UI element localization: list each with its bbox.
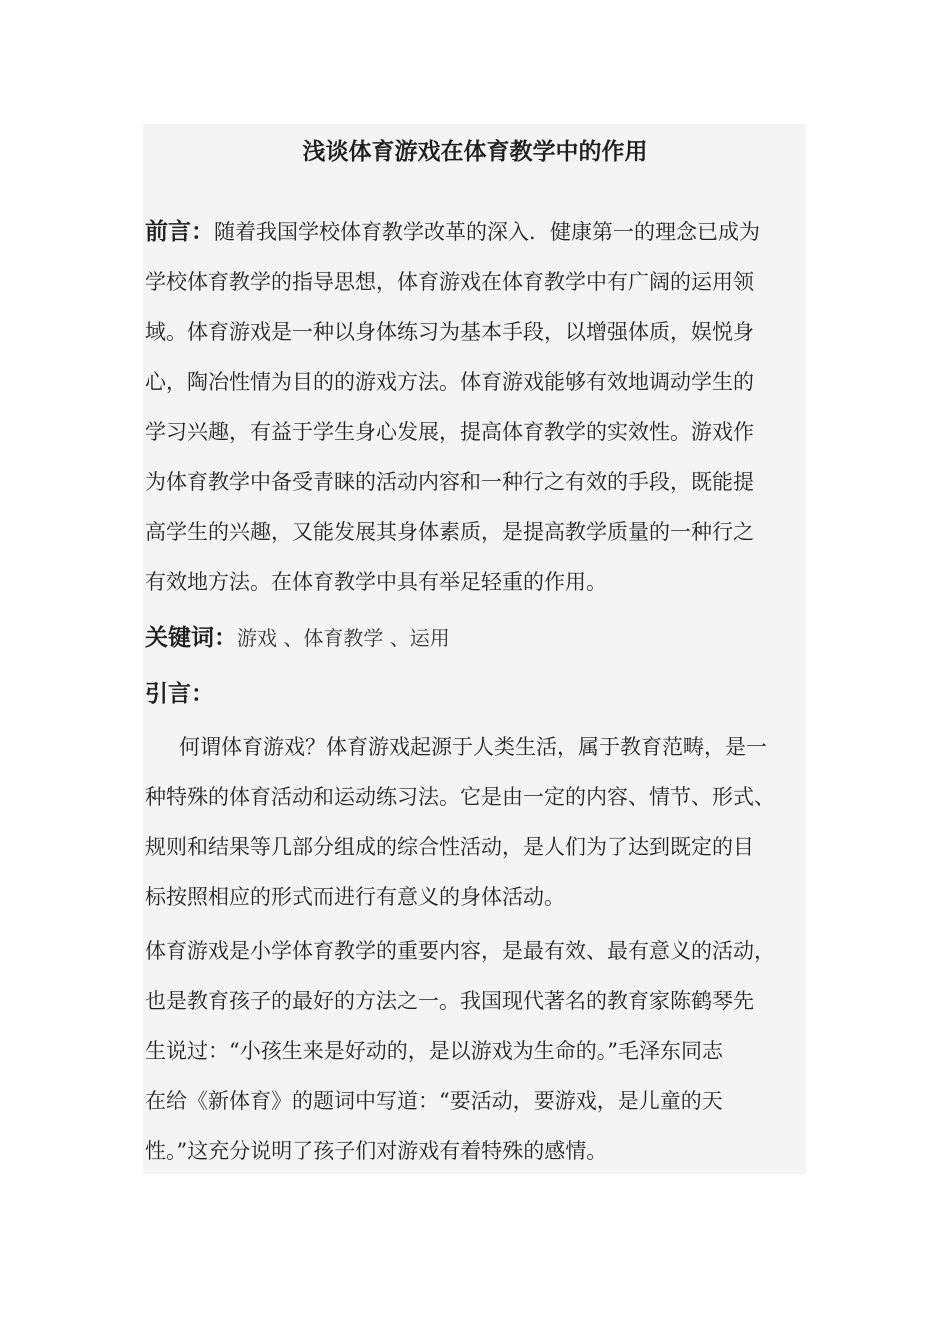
introduction-heading: 引言：	[145, 681, 214, 707]
keywords-label: 关键词：	[145, 625, 237, 651]
preface-label: 前言：	[145, 219, 214, 245]
introduction-paragraph-2	[145, 926, 805, 1176]
intro-line: 也是教育孩子的最好的方法之一。我国现代著名的教育家陈鹤琴先	[145, 989, 754, 1013]
intro-line: 规则和结果等几部分组成的综合性活动，是人们为了达到既定的目	[145, 835, 754, 859]
preface-line: 心，陶冶性情为目的的游戏方法。体育游戏能够有效地调动学生的	[145, 370, 754, 394]
preface-line: 为体育教学中备受青睐的活动内容和一种行之有效的手段，既能提	[145, 470, 754, 494]
intro-line: 性。”这充分说明了孩子们对游戏有着特殊的感情。	[145, 1139, 608, 1163]
intro-line: 标按照相应的形式而进行有意义的身体活动。	[145, 885, 565, 909]
introduction-paragraph-1	[145, 722, 805, 922]
preface-line: 有效地方法。在体育教学中具有举足轻重的作用。	[145, 570, 607, 594]
intro-line: 生说过：“小孩生来是好动的，是以游戏为生命的。”毛泽东同志	[145, 1039, 723, 1063]
intro-line: 种特殊的体育活动和运动练习法。它是由一定的内容、情节、形式、	[145, 785, 775, 809]
preface-line: 学校体育教学的指导思想，体育游戏在体育教学中有广阔的运用领	[145, 270, 754, 294]
document-title: 浅谈体育游戏在体育教学中的作用	[302, 139, 648, 165]
preface-line: 前言：随着我国学校体育教学改革的深入．健康第一的理念已成为	[145, 219, 760, 245]
preface-line: 高学生的兴趣，又能发展其身体素质，是提高教学质量的一种行之	[145, 520, 754, 544]
intro-line: 在给《新体育》的题词中写道：“要活动，要游戏，是儿童的天	[145, 1089, 723, 1113]
keywords-line	[145, 620, 450, 656]
preface-line: 域。体育游戏是一种以身体练习为基本手段，以增强体质，娱悦身	[145, 320, 754, 344]
intro-line: 何谓体育游戏？体育游戏起源于人类生活，属于教育范畴，是一	[179, 735, 767, 759]
preface-paragraph	[145, 207, 805, 607]
keywords-text: 游戏 、体育教学 、运用	[237, 626, 450, 650]
intro-line: 体育游戏是小学体育教学的重要内容，是最有效、最有意义的活动，	[145, 939, 775, 963]
preface-line: 学习兴趣，有益于学生身心发展，提高体育教学的实效性。游戏作	[145, 420, 754, 444]
